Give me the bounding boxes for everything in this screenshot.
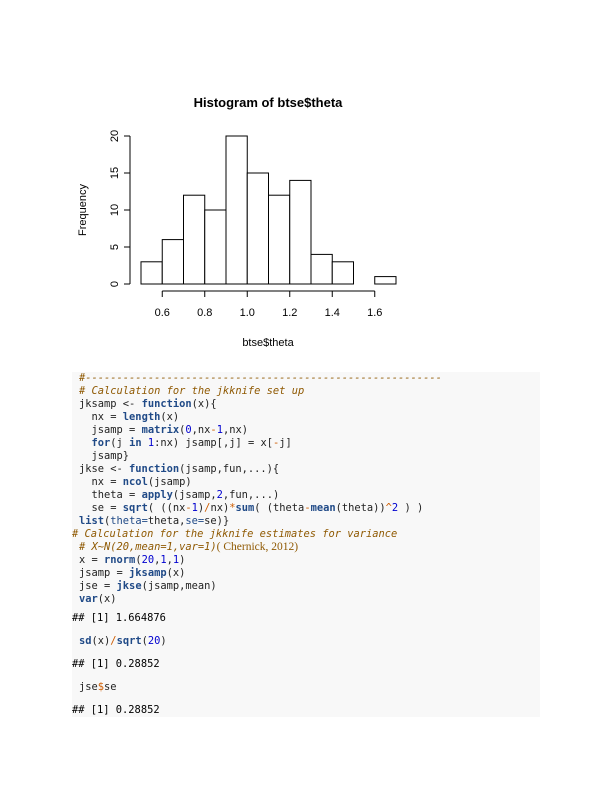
y-tick-label: 0 xyxy=(109,280,121,288)
x-tick-label: 1.0 xyxy=(239,307,255,319)
histogram-bar xyxy=(311,254,332,284)
histogram-bar xyxy=(247,173,268,284)
code-comment-divider: #--------------------------------------------------------- xyxy=(79,372,442,384)
histogram-bar xyxy=(269,195,290,284)
code-line-jsamp-call: jsamp = jksamp(x) xyxy=(79,567,186,579)
code-line-nx-ncol: nx = ncol(jsamp) xyxy=(79,476,192,488)
output-var: ## [1] 1.664876 xyxy=(72,612,166,624)
x-axis xyxy=(155,291,383,319)
code-line-se-sqrt: se = sqrt( ((nx-1)/nx)*sum( (theta-mean(theta))^2 ) ) xyxy=(79,502,424,514)
histogram-chart xyxy=(0,0,612,360)
x-axis-label: btse$theta xyxy=(242,337,294,349)
y-tick-label: 10 xyxy=(109,203,121,217)
code-line-sd: sd(x)/sqrt(20) xyxy=(79,635,167,647)
code-line-x-rnorm: x = rnorm(20,1,1) xyxy=(79,554,186,566)
code-line-var: var(x) xyxy=(79,593,117,605)
x-tick-label: 1.6 xyxy=(367,307,383,319)
histogram-bars xyxy=(141,136,396,284)
code-line-nx-length: nx = length(x) xyxy=(79,411,180,423)
code-line-jse-se: jse$se xyxy=(79,681,117,693)
output-jse-se: ## [1] 0.28852 xyxy=(72,704,160,716)
code-block xyxy=(72,372,540,717)
y-tick-label: 15 xyxy=(109,166,121,180)
code-line-jse-call: jse = jkse(jsamp,mean) xyxy=(79,580,217,592)
y-axis xyxy=(109,130,130,287)
histogram-bar xyxy=(162,240,183,284)
histogram-bar xyxy=(332,262,353,284)
chart-title: Histogram of btse$theta xyxy=(193,95,343,110)
histogram-bar xyxy=(141,262,162,284)
x-tick-label: 1.4 xyxy=(324,307,340,319)
histogram-bar xyxy=(205,210,226,284)
code-line-list-return: list(theta=theta,se=se)} xyxy=(79,515,230,527)
histogram-bar xyxy=(290,180,311,284)
code-line-jsamp-close: jsamp} xyxy=(79,450,130,462)
code-comment-distribution: # X~N(20,mean=1,var=1)( Chernick, 2012) xyxy=(79,541,299,553)
histogram-bar xyxy=(226,136,247,284)
code-line-jksamp-def: jksamp <- function(x){ xyxy=(79,398,217,410)
code-line-jkse-def: jkse <- function(jsamp,fun,...){ xyxy=(79,463,280,475)
y-tick-label: 5 xyxy=(109,243,121,251)
output-sd: ## [1] 0.28852 xyxy=(72,658,160,670)
y-axis-label: Frequency xyxy=(77,184,89,236)
code-comment-estimates: # Calculation for the jkknife estimates for variance xyxy=(72,528,398,540)
histogram-bar xyxy=(184,195,205,284)
code-line-jsamp-matrix: jsamp = matrix(0,nx-1,nx) xyxy=(79,424,248,436)
histogram-bar xyxy=(375,277,396,284)
code-comment-setup: # Calculation for the jkknife set up xyxy=(79,385,305,397)
x-tick-label: 0.6 xyxy=(154,307,170,319)
code-line-for-loop: for(j in 1:nx) jsamp[,j] = x[-j] xyxy=(91,437,292,449)
code-line-theta-apply: theta = apply(jsamp,2,fun,...) xyxy=(79,489,280,501)
x-tick-label: 1.2 xyxy=(282,307,298,319)
y-tick-label: 20 xyxy=(109,129,121,143)
x-tick-label: 0.8 xyxy=(197,307,213,319)
